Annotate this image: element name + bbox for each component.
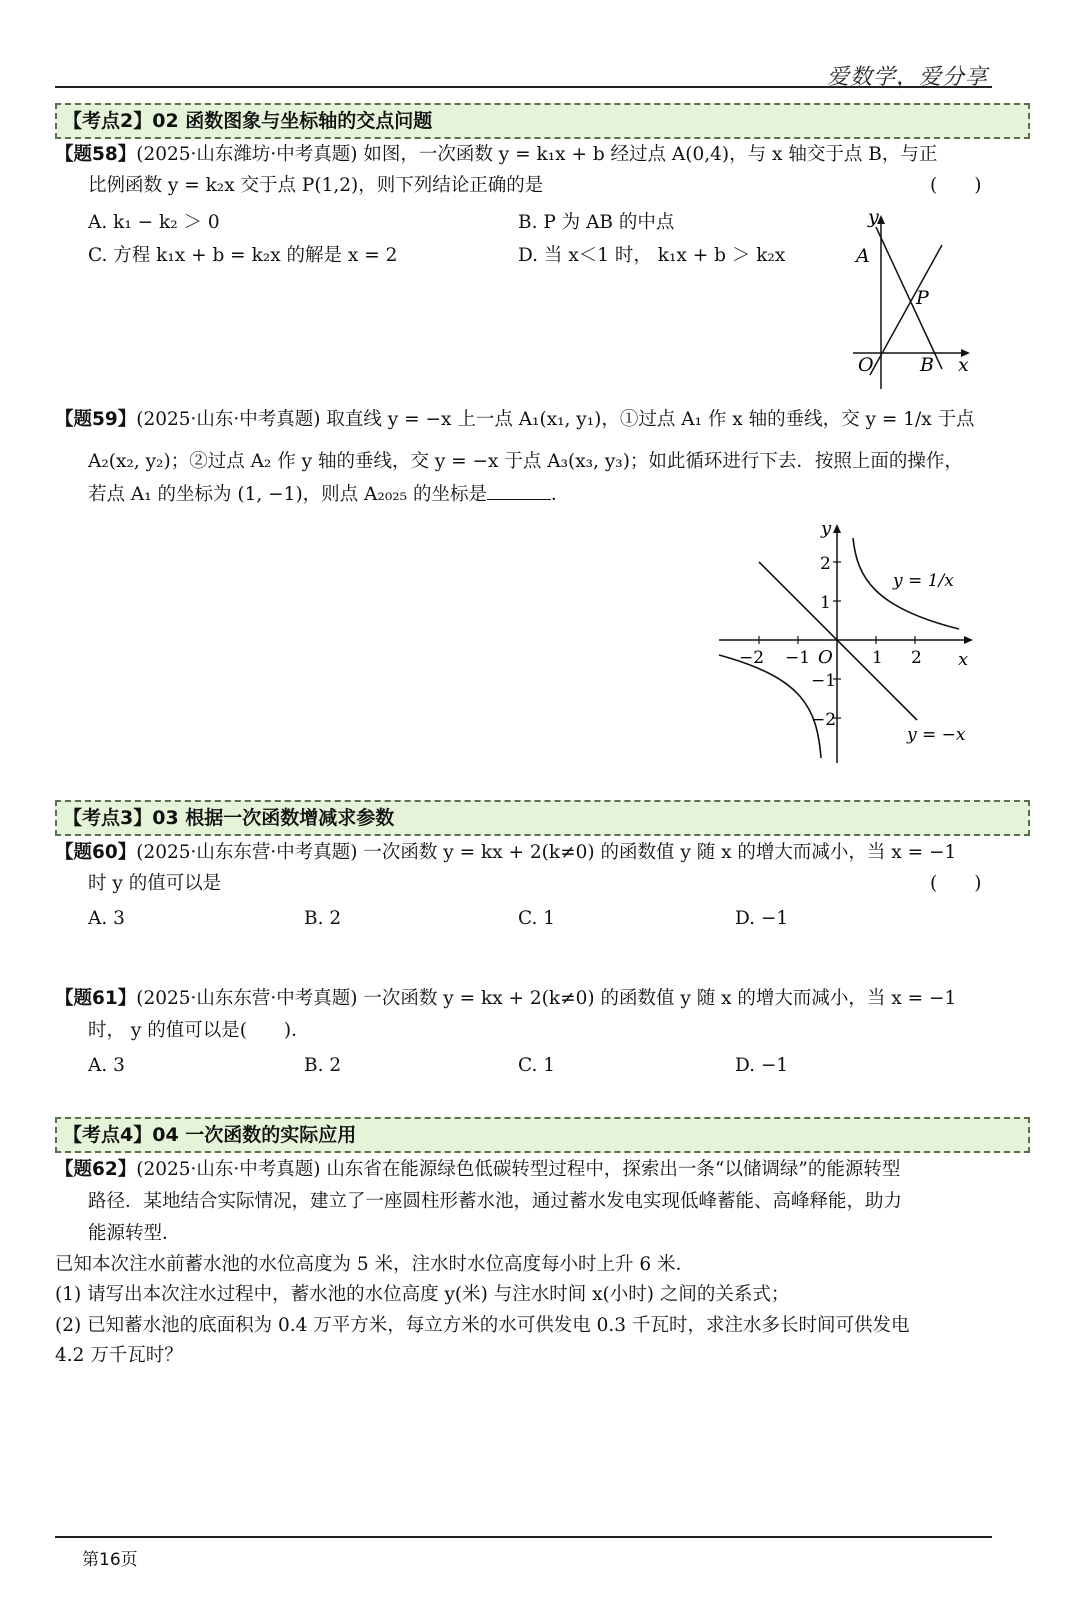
q61-line1: [55, 984, 1025, 1014]
q58-line1: [55, 140, 1025, 170]
q58-line2: 比例函数 y = k₂x 交于点 P(1,2)，则下列结论正确的是: [88, 175, 544, 196]
q60-line2: 时 y 的值可以是: [88, 873, 222, 894]
q59-line1: [55, 405, 1025, 435]
q62-part1: (1) 请写出本次注水过程中，蓄水池的水位高度 y(米) 与注水时间 x(小时) 之间的关系式；: [55, 1284, 790, 1305]
q59-x-arrow-icon: [964, 636, 973, 644]
q62-part2a: (2) 已知蓄水池的底面积为 0.4 万平方米，每立方米的水可供发电 0.3 千瓦时，求注水多长时间可供发电: [55, 1315, 910, 1336]
q60-line1: [55, 838, 1025, 868]
q59-line3: [88, 480, 1025, 510]
section-bar-kaodian2: 【考点2】02 函数图象与坐标轴的交点问题: [55, 103, 1030, 139]
header-rule: [55, 86, 992, 88]
q58-option-b: B. P 为 AB 的中点: [518, 212, 675, 233]
q59-y-label: y: [821, 518, 832, 539]
q62-line1: [55, 1155, 1025, 1185]
q60-option-b: B. 2: [304, 908, 342, 929]
page-number: 第16页: [82, 1550, 138, 1570]
q60-text1: (2025·山东东营·中考真题) 一次函数 y = kx + 2(k≠0) 的函数值 y 随 x 的增大而减小，当 x = −1: [136, 842, 957, 863]
q59-y-tick-2: 1: [820, 593, 831, 613]
q59-line2: A₂(x₂, y₂)；②过点 A₂ 作 y 轴的垂线，交 y = −x 于点 A₃(x₃, y₃)；如此循环进行下去．按照上面的操作，: [88, 451, 963, 472]
q58-label-o: O: [858, 354, 874, 376]
q59-answer-blank: [487, 498, 551, 500]
q62-line4: 已知本次注水前蓄水池的水位高度为 5 米，注水时水位高度每小时上升 6 米．: [55, 1254, 695, 1275]
q58-label-a: A: [856, 245, 870, 267]
q58-option-d: D. 当 x＜1 时， k₁x + b ＞ k₂x: [518, 245, 786, 266]
q58-x-label: x: [958, 354, 969, 376]
q60-option-a: A. 3: [88, 908, 125, 929]
q59-origin-label: O: [818, 647, 833, 668]
q58-number: 【题58】: [55, 144, 137, 165]
q58-option-c: C. 方程 k₁x + b = k₂x 的解是 x = 2: [88, 245, 398, 266]
q58-text1: (2025·山东潍坊·中考真题) 如图，一次函数 y = k₁x + b 经过点 A(0,4)，与 x 轴交于点 B，与正: [136, 144, 938, 165]
q60-answer-paren: ( ): [930, 873, 982, 894]
q61-option-d: D. −1: [735, 1055, 789, 1076]
q59-x-label: x: [958, 649, 969, 670]
q58-answer-paren: ( ): [930, 175, 982, 196]
q59-x-tick-4: 2: [911, 648, 922, 668]
q62-number: 【题62】: [55, 1159, 137, 1180]
q62-line3: 能源转型．: [88, 1223, 181, 1244]
q59-y-tick-4: −2: [811, 710, 837, 730]
q58-y-label: y: [868, 206, 879, 228]
q59-curve-label: y = 1/x: [893, 571, 954, 591]
q61-option-c: C. 1: [518, 1055, 556, 1076]
q59-x-tick-3: 1: [872, 648, 883, 668]
q58-figure: [848, 205, 978, 395]
header-motto: 爱数学，爱分享: [826, 65, 988, 90]
q61-option-b: B. 2: [304, 1055, 342, 1076]
q59-x-tick-2: −1: [785, 648, 811, 668]
q61-option-a: A. 3: [88, 1055, 125, 1076]
q60-option-d: D. −1: [735, 908, 789, 929]
q59-text3: 若点 A₁ 的坐标为 (1, −1)，则点 A₂₀₂₅ 的坐标是: [88, 484, 487, 505]
q59-y-tick-3: −1: [811, 671, 837, 691]
q60-option-c: C. 1: [518, 908, 556, 929]
q59-y-tick-1: 2: [820, 554, 831, 574]
q60-number: 【题60】: [55, 842, 137, 863]
q59-figure: [715, 518, 985, 768]
q59-x-tick-1: −2: [739, 648, 765, 668]
q62-line2: 路径．某地结合实际情况，建立了一座圆柱形蓄水池，通过蓄水发电实现低峰蓄能、高峰释能，助力: [88, 1191, 903, 1212]
footer-rule: [55, 1536, 992, 1538]
q58-label-p: P: [916, 287, 929, 309]
q59-text1: (2025·山东·中考真题) 取直线 y = −x 上一点 A₁(x₁, y₁)，①过点 A₁ 作 x 轴的垂线，交 y = 1/x 于点: [136, 409, 975, 430]
section-bar-kaodian4: 【考点4】04 一次函数的实际应用: [55, 1117, 1030, 1153]
q61-text1: (2025·山东东营·中考真题) 一次函数 y = kx + 2(k≠0) 的函数值 y 随 x 的增大而减小，当 x = −1: [136, 988, 957, 1009]
q58-label-b: B: [920, 354, 934, 376]
q59-hyperbola-branch-2: [719, 655, 821, 758]
q59-y-arrow-icon: [833, 524, 841, 533]
q59-text3-end: ．: [550, 484, 570, 505]
q61-number: 【题61】: [55, 988, 137, 1009]
q62-text1: (2025·山东·中考真题) 山东省在能源绿色低碳转型过程中，探索出一条“以储调绿”的能源转型: [136, 1159, 901, 1180]
q59-number: 【题59】: [55, 409, 137, 430]
section-bar-kaodian3: 【考点3】03 根据一次函数增减求参数: [55, 800, 1030, 836]
q61-line2: 时， y 的值可以是( )．: [88, 1020, 310, 1041]
q58-option-a: A. k₁ − k₂ ＞ 0: [88, 212, 220, 233]
q62-part2b: 4.2 万千瓦时？: [55, 1345, 183, 1366]
q59-line-label: y = −x: [907, 725, 966, 745]
